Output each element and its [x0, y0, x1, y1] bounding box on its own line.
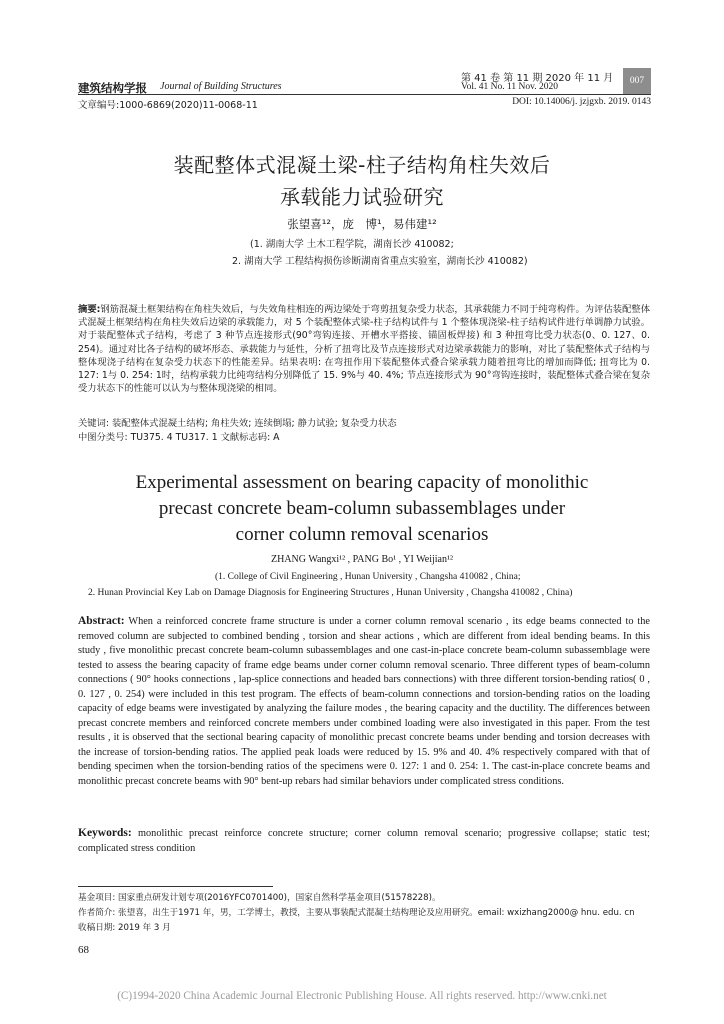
volume-info-cn: 第 41 卷 第 11 期 2020 年 11 月 — [461, 73, 614, 84]
affiliation-cn-1: (1. 湖南大学 土木工程学院，湖南长沙 410082; — [250, 239, 454, 250]
page-number: 68 — [78, 944, 89, 956]
keywords-en-label: Keywords: — [78, 827, 132, 839]
footnote-author: 作者简介: 张望喜，出生于1971 年，男，工学博士，教授，主要从事装配式混凝土结构理论及应用研究。email: wxizhang2000@ hnu. edu. cn — [78, 908, 635, 918]
title-cn-line2: 承载能力试验研究 — [280, 185, 444, 209]
abstract-cn — [78, 303, 650, 395]
journal-name-en: Journal of Building Structures — [160, 81, 282, 92]
doi: DOI: 10.14006/j. jzjgxb. 2019. 0143 — [512, 97, 651, 107]
page-code-badge: 007 — [623, 68, 651, 94]
classification-cn: 中图分类号: TU375. 4 TU317. 1 文献标志码: A — [78, 432, 280, 443]
footnote-fund: 基金项目: 国家重点研发计划专项(2016YFC0701400)，国家自然科学基金项目(51578228)。 — [78, 893, 441, 903]
affiliation-cn-2: 2. 湖南大学 工程结构损伤诊断湖南省重点实验室，湖南长沙 410082) — [232, 256, 528, 267]
volume-info-en: Vol. 41 No. 11 Nov. 2020 — [461, 82, 559, 92]
header-rule — [78, 94, 651, 95]
title-cn-line1: 装配整体式混凝土梁-柱子结构角柱失效后 — [173, 153, 551, 177]
abstract-en — [78, 614, 650, 789]
abstract-cn-label: 摘要: — [78, 304, 101, 315]
keywords-en — [78, 826, 650, 856]
title-en-line2: precast concrete beam-column subassemblages under — [158, 498, 566, 519]
abstract-en-label: Abstract: — [78, 615, 125, 627]
keywords-cn: 关键词: 装配整体式混凝土结构; 角柱失效; 连续倒塌; 静力试验; 复杂受力状态 — [78, 418, 397, 429]
abstract-en-text: When a reinforced concrete frame structure is under a corner column removal scenario , its edge beams connected to the removed column are subjected to combined bending , torsion and shear actions , which are different from ideal bending beams. In this study , five monolithic precast concrete beam-column subassemblages and one cast-in-place concrete beam-column subassemblage were tested to assess the bearing capacity of frame edge beams under corner column removal scenario. Three different types of beam-column connections ( 90° hooks connections , lap-splice connections and headed bars connections) with three different torsion-bending ratios( 0 , 0. 127 , 0. 254) were included in this test program. The effects of beam-column connections and torsion-bending ratios on the loading capacity of edge beams were investigated by analyzing the failure modes , the bearing capacity and the ductility. The differences between precast concrete members and reinforced concrete members under combined loading were also investigated in this paper. From the test results , it is observed that the sectional bearing capacity of monolithic precast concrete beams under bending and torsion decreases with the increase of torsion-bending ratios. The applied peak loads were reduced by 15. 9% and 40. 4% respectively compared with that of bending specimen when the torsion-bending ratios of the specimens were 0. 127: 1 and 0. 254: 1. The cast-in-place concrete beams and monolithic precast concrete beams with 90° bent-up rebars had similar behaviors under complicated stress conditions. — [78, 616, 650, 787]
article-number: 文章编号:1000-6869(2020)11-0068-11 — [78, 100, 258, 111]
footnote-received: 收稿日期: 2019 年 3 月 — [78, 923, 171, 933]
journal-name-cn: 建筑结构学报 — [78, 81, 147, 95]
footnote-rule — [78, 886, 273, 887]
affiliation-en-2: 2. Hunan Provincial Key Lab on Damage Diagnosis for Engineering Structures , Hunan University , Changsha 410082 , China) — [88, 588, 573, 598]
title-en-line1: Experimental assessment on bearing capacity of monolithic — [135, 472, 589, 493]
authors-en: ZHANG Wangxi¹² , PANG Bo¹ , YI Weijian¹² — [271, 554, 453, 565]
keywords-en-text: monolithic precast reinforce concrete structure; corner column removal scenario; progressive collapse; static test; complicated stress condition — [78, 828, 650, 854]
abstract-cn-text: 钢筋混凝土框架结构在角柱失效后，与失效角柱相连的两边梁处于弯剪扭复杂受力状态，其承载能力不同于纯弯构件。为评估装配整体式混凝土框架结构在角柱失效后边梁的承载能力，对 5 个装配整体式梁-柱子结构试件与 1 个整体现浇梁-柱子结构试件进行单调静力试验。对于装配整体式子结构，考虑了 3 种节点连接形式(90°弯钩连接、开槽水平搭接、锚固板焊接) 和 3 种扭弯比受力状态(0、0. 127、0. 254)。通过对比各子结构的破坏形态、承载能力与延性，分析了扭弯比及节点连接形式对边梁承载能力的影响，对比了装配整体式子结构与整体现浇子结构在复杂受力状态下的性能差异。结果表明: 在弯扭作用下装配整体式叠合梁承载力随着扭弯比的增加而降低; 扭弯比为 0. 127: 1与 0. 254: 1时，结构承载力比纯弯结构分别降低了 15. 9%与 40. 4%; 节点连接形式为 90°弯钩连接时，装配整体式叠合梁在复杂受力状态下的性能可以认为与整体现浇梁的相同。 — [78, 304, 650, 395]
copyright-watermark: (C)1994-2020 China Academic Journal Electronic Publishing House. All rights reserved. http://www.cnki.net — [117, 990, 607, 1002]
authors-cn: 张望喜¹²，庞 博¹，易伟建¹² — [287, 217, 437, 231]
title-en-line3: corner column removal scenarios — [235, 524, 489, 545]
affiliation-en-1: (1. College of Civil Engineering , Hunan University , Changsha 410082 , China; — [215, 572, 521, 582]
